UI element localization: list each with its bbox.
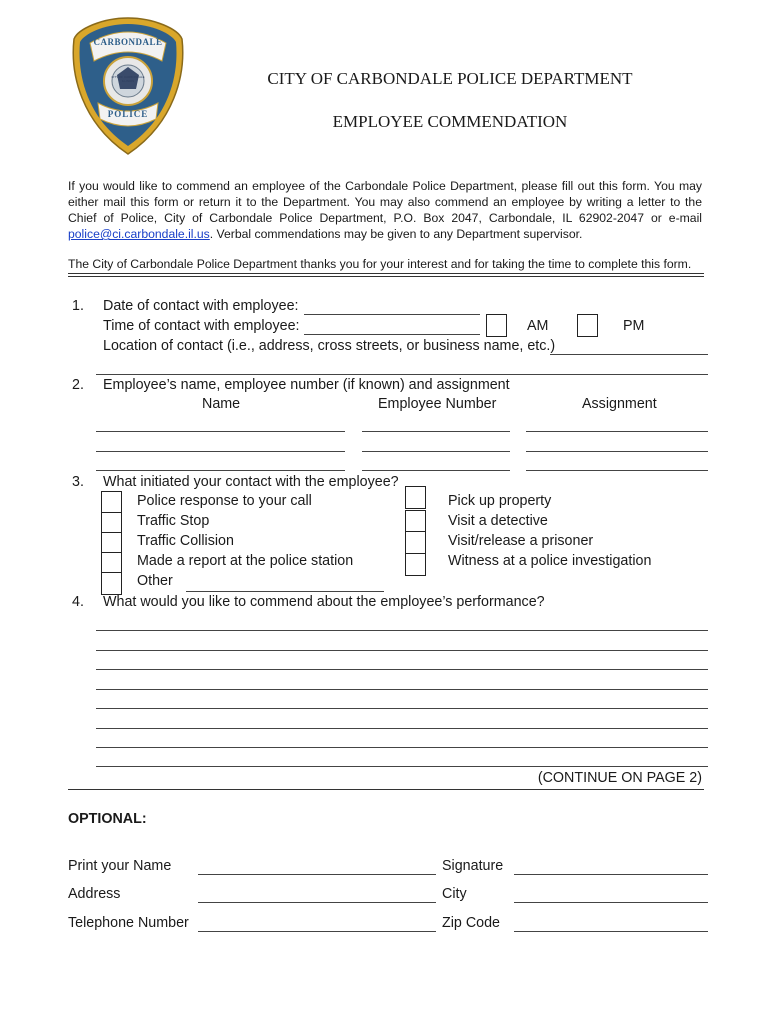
continue-note: (CONTINUE ON PAGE 2) [537,770,702,786]
badge-bottom-text: POLICE [107,109,149,119]
signature-label: Signature [442,858,504,874]
divider-rule [68,273,704,274]
address-field[interactable] [198,902,436,903]
address-label: Address [68,886,121,902]
telephone-field[interactable] [198,931,436,932]
thanks-text: The City of Carbondale Police Department thanks you for your interest and for taking the time to complete this form. [68,257,692,271]
commendation-field[interactable] [96,766,708,767]
option-traffic-collision: Traffic Collision [137,533,234,549]
pm-checkbox[interactable] [577,314,598,337]
commendation-field[interactable] [96,728,708,729]
other-field[interactable] [186,591,384,592]
location-field[interactable] [550,354,708,355]
option-visit-detective: Visit a detective [448,513,548,529]
intro-text-end: . Verbal commendations may be given to any Department supervisor. [209,227,583,241]
option-police-response: Police response to your call [137,493,312,509]
form-title: EMPLOYEE COMMENDATION [332,112,568,131]
department-title: CITY OF CARBONDALE POLICE DEPARTMENT [267,69,633,88]
assignment-field[interactable] [526,431,708,432]
option-made-report: Made a report at the police station [137,553,354,569]
option-traffic-stop: Traffic Stop [137,513,210,529]
location-field-line2[interactable] [96,374,708,375]
intro-text: If you would like to commend an employee of the Carbondale Police Department, please fill out this form. You may either mail this form or return it to the Department. You may also commend an employee by writing a letter to the Chief of Police, City of Carbondale Police Department, P.O. Box 2047, Carbondale, IL 62902-2047 or e-mail [68,179,702,225]
option-other: Other [137,573,173,589]
option-visit-release-prisoner: Visit/release a prisoner [448,533,594,549]
employee-number-field[interactable] [362,431,510,432]
police-response-checkbox[interactable] [101,491,122,514]
pm-label: PM [623,318,645,334]
pick-up-property-checkbox[interactable] [405,486,426,509]
zip-label: Zip Code [442,915,501,931]
q1-number: 1. [72,298,84,314]
date-field[interactable] [304,314,480,315]
time-field[interactable] [304,334,480,335]
option-pick-up-property: Pick up property [448,493,552,509]
optional-heading: OPTIONAL: [68,811,147,827]
employee-number-field[interactable] [362,451,510,452]
am-label: AM [527,318,549,334]
q1-location-label: Location of contact (i.e., address, cross streets, or business name, etc.) [103,338,556,354]
commendation-field[interactable] [96,630,708,631]
option-witness-investigation: Witness at a police investigation [448,553,652,569]
print-name-field[interactable] [198,874,436,875]
employee-name-field[interactable] [96,431,345,432]
employee-name-field[interactable] [96,451,345,452]
intro-paragraph [68,178,702,242]
witness-investigation-checkbox[interactable] [405,553,426,576]
commendation-field[interactable] [96,747,708,748]
print-name-label: Print your Name [68,858,172,874]
divider-rule [68,276,704,277]
badge-top-text: CARBONDALE [93,37,163,47]
signature-field[interactable] [514,874,708,875]
q4-number: 4. [72,594,84,610]
city-field[interactable] [514,902,708,903]
q1-date-label: Date of contact with employee: [103,298,299,314]
q4-label: What would you like to commend about the employee’s performance? [103,594,545,610]
col-name-label: Name [202,396,241,412]
city-label: City [442,886,467,902]
q3-label: What initiated your contact with the employee? [103,474,399,490]
q1-time-label: Time of contact with employee: [103,318,300,334]
commendation-field[interactable] [96,689,708,690]
commendation-field[interactable] [96,708,708,709]
q2-number: 2. [72,377,84,393]
zip-field[interactable] [514,931,708,932]
employee-name-field[interactable] [96,470,345,471]
email-link[interactable]: police@ci.carbondale.il.us [68,227,210,241]
q3-number: 3. [72,474,84,490]
employee-number-field[interactable] [362,470,510,471]
q2-label: Employee’s name, employee number (if known) and assignment [103,377,510,393]
telephone-label: Telephone Number [68,915,189,931]
col-assignment-label: Assignment [582,396,657,412]
commendation-field[interactable] [96,669,708,670]
visit-detective-checkbox[interactable] [405,510,426,533]
am-checkbox[interactable] [486,314,507,337]
assignment-field[interactable] [526,470,708,471]
col-employee-number-label: Employee Number [378,396,497,412]
commendation-field[interactable] [96,650,708,651]
divider-rule [68,789,704,790]
badge-seal-text: CITY OF CARBONDALE ILLINOIS [111,75,145,83]
other-checkbox[interactable] [101,572,122,595]
assignment-field[interactable] [526,451,708,452]
visit-release-prisoner-checkbox[interactable] [405,531,426,554]
